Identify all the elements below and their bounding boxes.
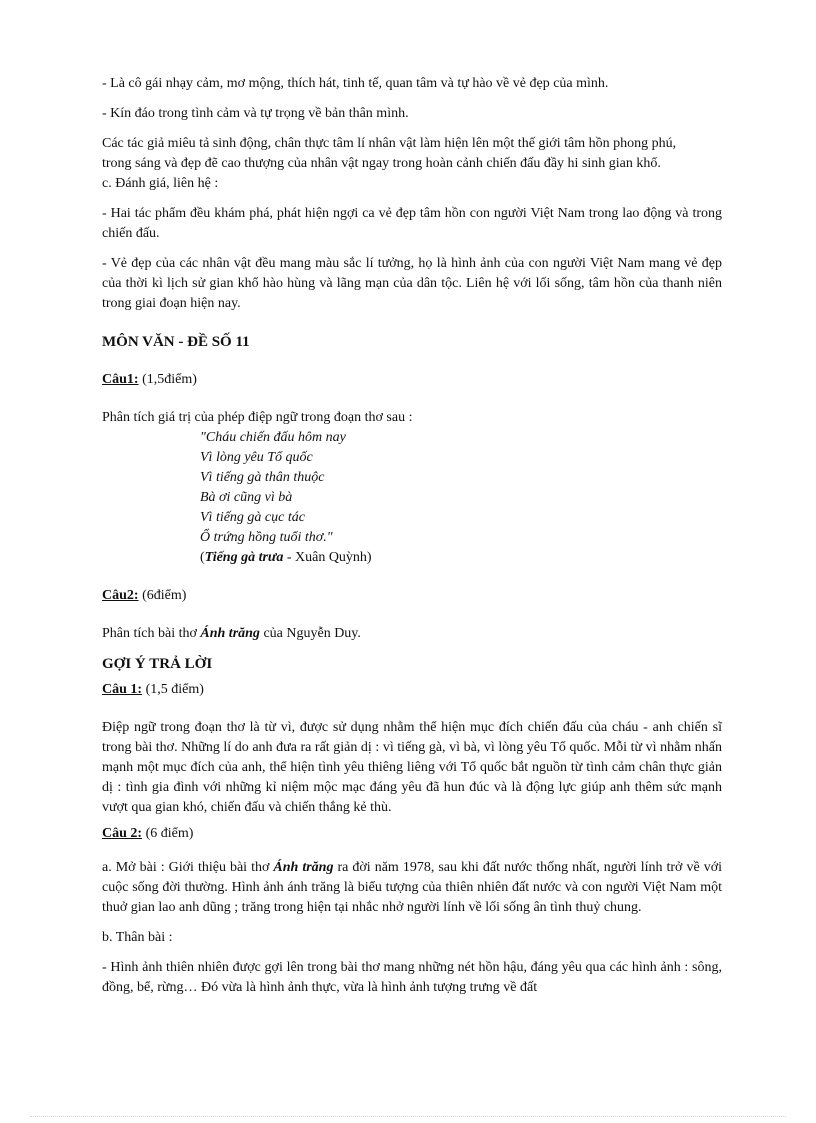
poem-line: Vì lòng yêu Tổ quốc <box>200 450 313 465</box>
answer-2-section-b-point-1: - Hình ảnh thiên nhiên được gợi lên trong bài thơ mang những nét hồn hậu, đáng yêu qua các hình ảnh : sông, đồng, bể, rừng… Đó vừa là hình ảnh thực, vừa là hình ảnh tượng trưng về đất <box>102 960 722 995</box>
poem-line: Vì tiếng gà thân thuộc <box>200 470 325 485</box>
question-2-prompt <box>102 624 722 644</box>
answer-2-section-b-label: b. Thân bài : <box>102 930 173 945</box>
poem-line: Ổ trứng hồng tuổi thơ." <box>200 530 333 545</box>
answer-1-text: Điệp ngữ trong đoạn thơ là từ vì, được sử dụng nhằm thể hiện mục đích chiến đấu của cháu - anh chiến sĩ trong bài thơ. Những lí do anh đưa ra rất giản dị : vì tiếng gà, vì bà, vì lòng yêu Tổ quốc. Mỗi từ vì nhằm nhấn mạnh một mục đích của anh, thể hiện tình yêu thiêng liêng với Tổ quốc bắt nguồn từ tình cảm chân thực giản dị : tình gia đình với những kỉ niệm mộc mạc đáng yêu đã hun đúc và là động lực giúp anh thêm sức mạnh vượt qua gian khó, chiến đấu và chiến thắng kẻ thù. <box>102 720 722 815</box>
question-2-points: (6điểm) <box>138 588 187 603</box>
poem-source <box>200 548 722 568</box>
answer-1-header <box>102 680 722 700</box>
question-2-header <box>102 586 722 606</box>
answer-2-a-pre: a. Mở bài : Giới thiệu bài thơ <box>102 860 274 875</box>
answer-1-points: (1,5 điểm) <box>142 682 204 697</box>
poem-line: Bà ơi cũng vì bà <box>200 490 293 505</box>
question-2-poem-title: Ánh trăng <box>200 626 260 641</box>
question-2-label: Câu2: <box>102 588 139 603</box>
answer-1-label: Câu 1: <box>102 682 143 697</box>
section-c-label: c. Đánh giá, liên hệ : <box>102 176 219 191</box>
answer-2-header <box>102 824 722 844</box>
question-1-header <box>102 370 722 390</box>
poem-line: Vì tiếng gà cục tác <box>200 510 305 525</box>
section-c-point-2: - Vẻ đẹp của các nhân vật đều mang màu sắc lí tưởng, họ là hình ảnh của con người Việt Nam mang vẻ đẹp của thời kì lịch sử gian khổ hào hùng và lãng mạn của dân tộc. Liên hệ với lối sống, tâm hồn của thanh niên trong giai đoạn hiện nay. <box>102 256 722 311</box>
exam-title: MÔN VĂN - ĐỀ SỐ 11 <box>102 334 250 350</box>
question-1-label: Câu1: <box>102 372 139 387</box>
answer-2-a-post: ra đời năm 1978, sau khi đất nước thống nhất, người lính trở về với cuộc sống đời thường. Hình ảnh ánh trăng là biểu tượng của thiên nhiên đất nước và con người Việt Nam một thuở gian lao anh dũng ; trăng trong hiện tại nhắc nhở người lính về lối sống ân tình thuỷ chung. <box>102 860 723 915</box>
section-c-point-1: - Hai tác phẩm đều khám phá, phát hiện ngợi ca vẻ đẹp tâm hồn con người Việt Nam trong lao động và trong chiến đấu. <box>102 206 722 241</box>
intro-line-2: - Kín đáo trong tình cảm và tự trọng về bản thân mình. <box>102 106 409 121</box>
question-2-prompt-post: của Nguyễn Duy. <box>259 626 361 641</box>
page-bottom-divider <box>30 1116 786 1117</box>
poem-source-author: - Xuân Quỳnh) <box>283 550 372 565</box>
answer-2-section-a <box>102 858 722 918</box>
answer-2-label: Câu 2: <box>102 826 143 841</box>
question-1-prompt: Phân tích giá trị của phép điệp ngữ trong đoạn thơ sau : <box>102 410 413 425</box>
poem-source-title: Tiếng gà trưa <box>204 550 284 565</box>
question-1-points: (1,5điểm) <box>138 372 197 387</box>
answer-2-poem-title: Ánh trăng <box>273 860 334 875</box>
answer-2-points: (6 điểm) <box>142 826 194 841</box>
question-2-prompt-pre: Phân tích bài thơ <box>102 626 201 641</box>
source-open-paren: ( <box>200 550 205 565</box>
poem-line: "Cháu chiến đấu hôm nay <box>200 430 346 445</box>
answers-heading: GỢI Ý TRẢ LỜI <box>102 656 213 672</box>
intro-line-1: - Là cô gái nhạy cảm, mơ mộng, thích hát, tinh tế, quan tâm và tự hào về vẻ đẹp của mình. <box>102 76 609 91</box>
intro-paragraph: Các tác giả miêu tả sinh động, chân thực tâm lí nhân vật làm hiện lên một thế giới tâm hồn phong phú, trong sáng và đẹp đẽ cao thượng của nhân vật ngay trong hoàn cảnh chiến đấu đầy hi sinh gian khổ. <box>102 136 677 171</box>
document-page <box>102 74 722 998</box>
